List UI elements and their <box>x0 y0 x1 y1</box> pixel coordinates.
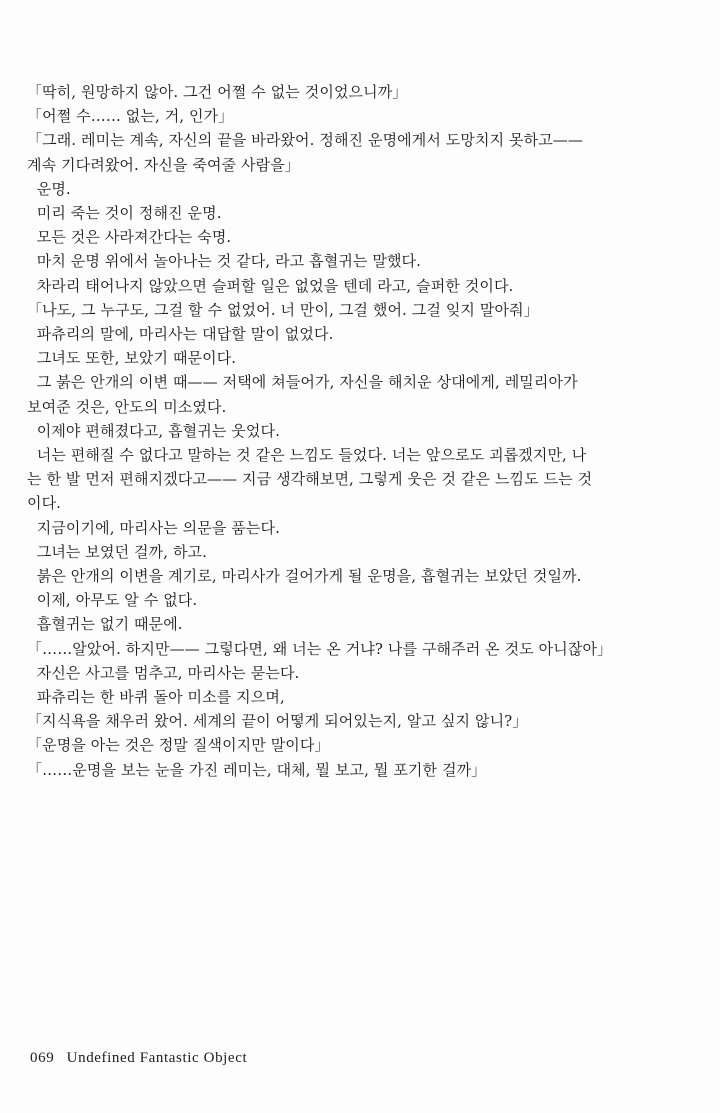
paragraph: 마치 운명 위에서 놀아나는 것 같다, 라고 흡혈귀는 말했다. <box>27 252 422 271</box>
paragraph: 「지식욕을 채우러 왔어. 세계의 끝이 어떻게 되어있는지, 알고 싶지 않니?」 <box>27 712 528 731</box>
paragraph: 붉은 안개의 이변을 계기로, 마리사가 걸어가게 될 운명을, 흡혈귀는 보았던 것일까. <box>27 567 582 586</box>
page-number: 069 <box>30 1050 55 1066</box>
paragraph: 「그래. 레미는 계속, 자신의 끝을 바라왔어. 정해진 운명에게서 도망치지 못하고—— 계속 기다려왔어. 자신을 죽여줄 사람을」 <box>27 131 584 174</box>
paragraph: 이제, 아무도 알 수 없다. <box>27 591 198 610</box>
paragraph: 미리 죽는 것이 정해진 운명. <box>27 204 222 223</box>
paragraph: 「딱히, 원망하지 않아. 그건 어쩔 수 없는 것이었으니까」 <box>27 83 408 101</box>
paragraph: 자신은 사고를 멈추고, 마리사는 묻는다. <box>27 663 300 682</box>
paragraph: 「어쩔 수…… 없는, 거, 인가」 <box>27 107 234 126</box>
paragraph: 지금이기에, 마리사는 의문을 품는다. <box>27 518 280 537</box>
paragraph: 그녀도 또한, 보았기 때문이다. <box>27 349 237 368</box>
paragraph: 이제야 편해졌다고, 흡혈귀는 웃었다. <box>27 421 280 440</box>
paragraph: 흡혈귀는 없기 때문에. <box>27 615 183 634</box>
paragraph: 「……운명을 보는 눈을 가진 레미는, 대체, 뭘 보고, 뭘 포기한 걸까」 <box>27 760 487 779</box>
paragraph: 모든 것은 사라져간다는 숙명. <box>27 228 232 247</box>
paragraph: 그녀는 보였던 걸까, 하고. <box>27 542 207 561</box>
book-title: Undefined Fantastic Object <box>66 1050 248 1066</box>
paragraph: 「……알았어. 하지만—— 그렇다면, 왜 너는 온 거냐? 나를 구해주러 온 것도 아니잖아」 <box>27 639 613 658</box>
paragraph: 「나도, 그 누구도, 그걸 할 수 없었어. 너 만이, 그걸 했어. 그걸 잊지 말아줘」 <box>27 300 539 319</box>
body-text <box>27 80 687 782</box>
paragraph: 너는 편해질 수 없다고 말하는 것 같은 느낌도 들었다. 너는 앞으로도 괴롭겠지만, 나 는 한 발 먼저 편해지겠다고—— 지금 생각해보면, 그렇게 웃은 것 같은 느낌도 드는 것 이다. <box>27 446 593 513</box>
paragraph: 파츄리의 말에, 마리사는 대답할 말이 없었다. <box>27 325 334 344</box>
paragraph: 그 붉은 안개의 이변 때—— 저택에 쳐들어가, 자신을 해치운 상대에게, 레밀리아가 보여준 것은, 안도의 미소였다. <box>27 373 578 416</box>
paragraph: 차라리 태어나지 않았으면 슬퍼할 일은 없었을 텐데 라고, 슬퍼한 것이다. <box>27 276 514 295</box>
page-footer <box>30 1050 247 1067</box>
paragraph: 파츄리는 한 바퀴 돌아 미소를 지으며, <box>27 688 285 707</box>
paragraph: 「운명을 아는 것은 정말 질색이지만 말이다」 <box>27 736 330 755</box>
paragraph: 운명. <box>27 179 71 198</box>
